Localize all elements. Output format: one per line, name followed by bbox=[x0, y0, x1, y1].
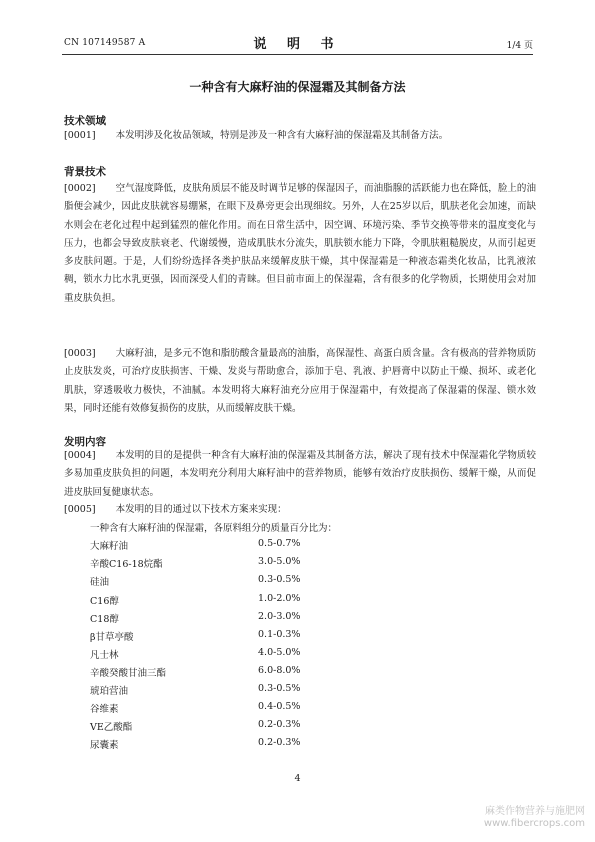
ingredient-range: 0.3-0.5% bbox=[258, 574, 301, 585]
watermark-url: www.fibercrops.com bbox=[483, 818, 585, 829]
paragraph-0005 bbox=[64, 501, 536, 519]
paragraph-text: 本发明的目的是提供一种含有大麻籽油的保湿霜及其制备方法，解决了现有技术中保湿霜化学物质较多易加重皮肤负担的问题，本发明充分利用大麻籽油中的营养物质，能够有效治疗皮肤损伤、缓解干燥，从而促进皮肤回复健康状态。 bbox=[64, 450, 536, 498]
ingredient-name: 谷维素 bbox=[90, 704, 119, 715]
header-publication-no: CN 107149587 A bbox=[64, 38, 146, 48]
paragraph-number: [0005] bbox=[64, 504, 96, 515]
paragraph-number: [0001] bbox=[64, 130, 96, 141]
header-rule bbox=[62, 54, 533, 55]
ingredient-name: C16醇 bbox=[90, 596, 119, 607]
watermark-name: 麻类作物营养与施肥网 bbox=[485, 806, 585, 817]
ingredient-name: 硅油 bbox=[90, 577, 110, 588]
paragraph-0003 bbox=[64, 345, 536, 418]
section-background: 背景技术 bbox=[64, 166, 106, 178]
ingredient-range: 0.2-0.3% bbox=[258, 737, 301, 748]
section-invention: 发明内容 bbox=[64, 436, 106, 448]
ingredient-name: 琥珀营油 bbox=[90, 686, 129, 697]
paragraph-text: 本发明涉及化妆品领域，特别是涉及一种含有大麻籽油的保湿霜及其制备方法。 bbox=[115, 130, 449, 141]
ingredient-range: 1.0-2.0% bbox=[258, 593, 301, 604]
ingredient-name: β甘草亭酸 bbox=[90, 632, 134, 643]
ingredient-range: 0.5-0.7% bbox=[258, 538, 301, 549]
header-page-label: 1/4 页 bbox=[506, 41, 533, 51]
ingredient-range: 3.0-5.0% bbox=[258, 556, 301, 567]
header-doc-type: 说 明 书 bbox=[253, 37, 342, 52]
paragraph-text: 空气湿度降低，皮肤角质层不能及时调节足够的保湿因子，而油脂腺的活跃能力也在降低，脸上的油脂便会减少，因此皮肤就容易绷紧，在眼下及鼻旁更会出现细纹。另外，人在25岁以后，肌肤老化会加速，而缺水则会在老化过程中起到猛烈的催化作用。而在日常生活中，因空调、环境污染、季节交换等带来的温度变化与压力，也都会导致皮肤衰老、代谢缓慢，造成肌肤水分流失，肌肤锁水能力下降，令肌肤粗糙脱皮，从而引起更多皮肤问题。于是，人们纷纷选择各类护肤品来缓解皮肤干燥，其中保湿霜是一种液态霜类化妆品，比乳液浓稠，锁水力比水乳更强，因而深受人们的青睐。但目前市面上的保湿霜，含有很多的化学物质，长期使用会对加重皮肤负担。 bbox=[64, 183, 536, 304]
ingredient-range: 0.1-0.3% bbox=[258, 629, 301, 640]
page-number: 4 bbox=[294, 773, 301, 784]
section-tech-field: 技术领域 bbox=[64, 115, 106, 127]
formula-intro: 一种含有大麻籽油的保湿霜，各原料组分的质量百分比为： bbox=[90, 523, 338, 534]
ingredient-range: 6.0-8.0% bbox=[258, 665, 301, 676]
ingredient-range: 0.2-0.3% bbox=[258, 719, 301, 730]
document-title: 一种含有大麻籽油的保湿霜及其制备方法 bbox=[189, 80, 406, 94]
ingredient-name: 大麻籽油 bbox=[90, 541, 129, 552]
ingredient-name: 辛酸癸酸甘油三酯 bbox=[90, 668, 167, 679]
paragraph-text: 大麻籽油，是多元不饱和脂肪酸含量最高的油脂，高保湿性、高蛋白质含量。含有极高的营养物质防止皮肤发炎，可治疗皮肤损害、干燥、发炎与帮助愈合，添加于皂、乳液、护唇膏中以防止干燥、损坏、或老化肌肤，穿透吸收力极快，不油腻。本发明将大麻籽油充分应用于保湿霜中，有效提高了保湿霜的保湿、锁水效果，同时还能有效修复损伤的皮肤，从而缓解皮肤干燥。 bbox=[64, 348, 536, 414]
ingredient-name: VE乙酸酯 bbox=[90, 722, 133, 733]
paragraph-text: 本发明的目的通过以下技术方案来实现： bbox=[115, 504, 287, 515]
ingredient-range: 2.0-3.0% bbox=[258, 611, 301, 622]
ingredient-range: 0.3-0.5% bbox=[258, 683, 301, 694]
ingredient-range: 0.4-0.5% bbox=[258, 701, 301, 712]
paragraph-number: [0004] bbox=[64, 450, 96, 461]
ingredient-range: 4.0-5.0% bbox=[258, 647, 301, 658]
ingredient-name: C18醇 bbox=[90, 614, 119, 625]
paragraph-0004 bbox=[64, 447, 536, 502]
paragraph-number: [0003] bbox=[64, 348, 96, 359]
ingredient-name: 尿囊素 bbox=[90, 740, 119, 751]
paragraph-0001 bbox=[64, 127, 536, 145]
ingredient-name: 辛酸C16-18烷酯 bbox=[90, 559, 163, 570]
paragraph-number: [0002] bbox=[64, 183, 96, 194]
ingredient-name: 凡士林 bbox=[90, 650, 119, 661]
paragraph-0002 bbox=[64, 180, 536, 308]
